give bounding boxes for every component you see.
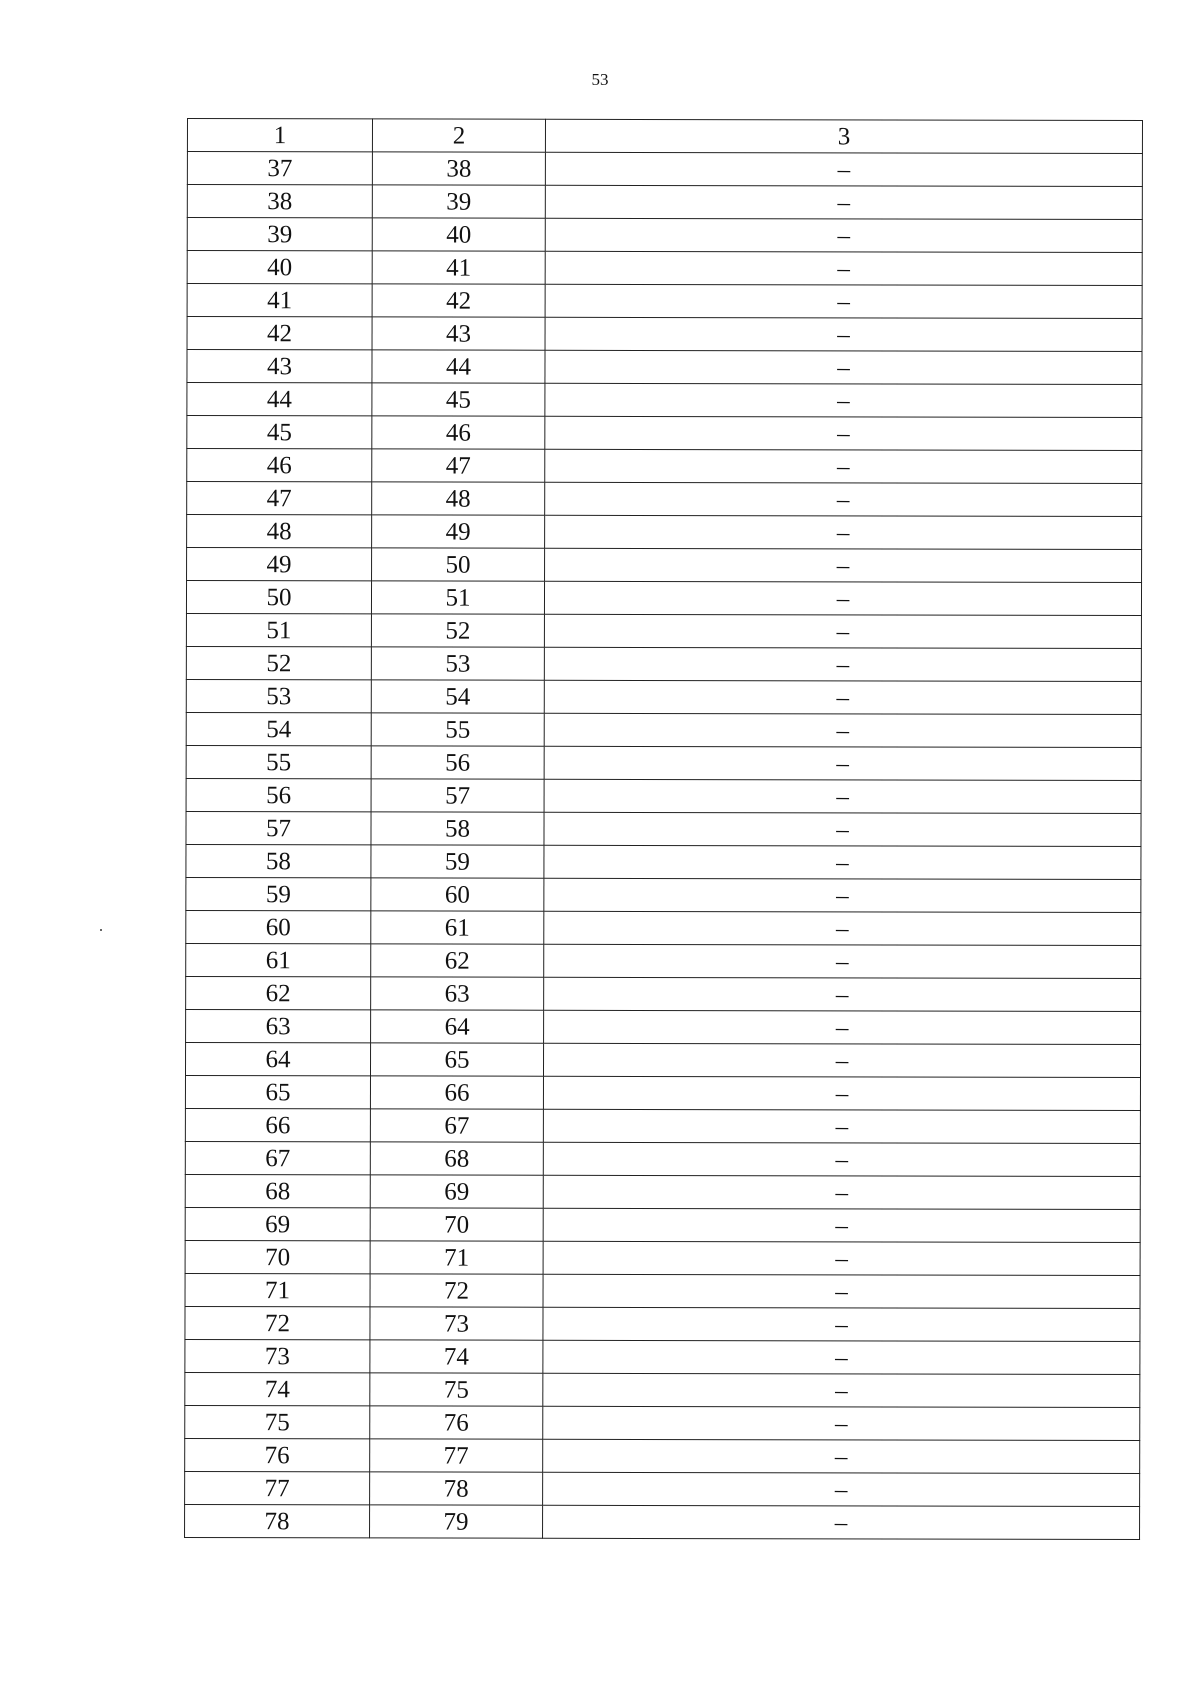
table-cell-col-1: 45: [187, 416, 372, 449]
table-cell-col-2: 65: [370, 1043, 543, 1076]
table-cell-col-1: 50: [186, 581, 371, 614]
table-cell-col-3: –: [545, 284, 1142, 318]
table-cell-col-2: 38: [372, 152, 545, 185]
table-cell-col-1: 67: [185, 1141, 370, 1174]
table-cell-col-3: –: [545, 482, 1142, 516]
table-cell-col-1: 63: [186, 1009, 371, 1042]
table-cell-col-3: –: [544, 812, 1141, 846]
table-cell-col-1: 76: [185, 1438, 370, 1471]
scan-speck: [100, 929, 102, 931]
table-cell-col-3: –: [544, 779, 1141, 813]
column-header-2: 2: [372, 119, 545, 152]
table-cell-col-2: 40: [372, 218, 545, 251]
table-row: [185, 1240, 1140, 1275]
table-cell-col-3: –: [544, 614, 1141, 648]
table-row: [186, 745, 1141, 780]
table-cell-col-3: –: [543, 1175, 1140, 1209]
table-cell-col-3: –: [545, 416, 1142, 450]
table-row: [185, 1141, 1140, 1176]
table-cell-col-2: 39: [372, 185, 545, 218]
table-cell-col-3: –: [545, 515, 1142, 549]
table-cell-col-1: 62: [186, 976, 371, 1009]
table-cell-col-3: –: [545, 350, 1142, 384]
table-cell-col-2: 50: [372, 548, 545, 581]
table-row: [185, 1339, 1140, 1374]
table-cell-col-3: –: [543, 1274, 1140, 1308]
table-row: [187, 218, 1142, 253]
table-body: [185, 152, 1143, 1540]
table-cell-col-2: 74: [370, 1340, 543, 1373]
table-cell-col-3: –: [543, 1142, 1140, 1176]
table-cell-col-2: 66: [370, 1076, 543, 1109]
table-cell-col-1: 58: [186, 844, 371, 877]
table-cell-col-1: 71: [185, 1273, 370, 1306]
table-cell-col-2: 45: [372, 383, 545, 416]
table-cell-col-1: 77: [185, 1471, 370, 1504]
table-cell-col-2: 43: [372, 317, 545, 350]
table-row: [187, 515, 1142, 550]
table-cell-col-2: 62: [371, 944, 544, 977]
table-cell-col-2: 55: [371, 713, 544, 746]
table-cell-col-2: 60: [371, 878, 544, 911]
table-row: [185, 1174, 1140, 1209]
column-header-3: 3: [545, 119, 1142, 153]
header-row: [187, 119, 1142, 154]
table-cell-col-3: –: [545, 317, 1142, 351]
table-cell-col-1: 40: [187, 251, 372, 284]
table-row: [187, 251, 1142, 286]
table-cell-col-1: 73: [185, 1339, 370, 1372]
table-cell-col-1: 41: [187, 284, 372, 317]
table-cell-col-1: 69: [185, 1207, 370, 1240]
table-cell-col-3: –: [545, 185, 1142, 219]
table-cell-col-1: 55: [186, 745, 371, 778]
table-cell-col-2: 78: [370, 1472, 543, 1505]
table-cell-col-3: –: [543, 1505, 1140, 1539]
table-row: [187, 383, 1142, 418]
table-cell-col-3: –: [543, 1472, 1140, 1506]
table-cell-col-1: 59: [186, 877, 371, 910]
table-cell-col-2: 63: [371, 977, 544, 1010]
column-header-1: 1: [187, 119, 372, 152]
table-cell-col-2: 72: [370, 1274, 543, 1307]
table-cell-col-1: 61: [186, 943, 371, 976]
table-row: [186, 844, 1141, 879]
table-cell-col-2: 49: [372, 515, 545, 548]
table-cell-col-2: 59: [371, 845, 544, 878]
table-header: [187, 119, 1142, 154]
table-cell-col-2: 58: [371, 812, 544, 845]
table-cell-col-3: –: [544, 977, 1141, 1011]
table-cell-col-2: 67: [370, 1109, 543, 1142]
table-row: [185, 1372, 1140, 1407]
table-cell-col-1: 78: [185, 1504, 370, 1537]
table-cell-col-3: –: [543, 1406, 1140, 1440]
table-cell-col-3: –: [545, 218, 1142, 252]
table-cell-col-3: –: [543, 1241, 1140, 1275]
table-cell-col-3: –: [543, 1043, 1140, 1077]
table-cell-col-2: 79: [370, 1505, 543, 1538]
table-cell-col-3: –: [545, 251, 1142, 285]
table-cell-col-1: 57: [186, 811, 371, 844]
table-row: [185, 1273, 1140, 1308]
table-cell-col-2: 73: [370, 1307, 543, 1340]
table-cell-col-1: 52: [186, 646, 371, 679]
table-cell-col-3: –: [545, 548, 1142, 582]
table-cell-col-2: 52: [371, 614, 544, 647]
table-cell-col-1: 47: [187, 482, 372, 515]
table-cell-col-1: 75: [185, 1405, 370, 1438]
table-cell-col-1: 60: [186, 910, 371, 943]
table-cell-col-2: 75: [370, 1373, 543, 1406]
table-cell-col-3: –: [543, 1208, 1140, 1242]
table-cell-col-1: 37: [187, 152, 372, 185]
table-cell-col-2: 51: [371, 581, 544, 614]
table-cell-col-1: 65: [185, 1075, 370, 1108]
table-row: [185, 1108, 1140, 1143]
table-cell-col-1: 39: [187, 218, 372, 251]
table-cell-col-2: 48: [372, 482, 545, 515]
table-row: [186, 877, 1141, 912]
table-row: [185, 1471, 1140, 1506]
table-row: [185, 1042, 1140, 1077]
table-cell-col-3: –: [544, 878, 1141, 912]
table-cell-col-3: –: [544, 845, 1141, 879]
table-row: [187, 185, 1142, 220]
table-cell-col-3: –: [543, 1439, 1140, 1473]
table-cell-col-3: –: [544, 944, 1141, 978]
table-row: [186, 646, 1141, 681]
table-cell-col-3: –: [544, 1010, 1141, 1044]
table-cell-col-3: –: [543, 1340, 1140, 1374]
table-cell-col-2: 69: [370, 1175, 543, 1208]
table-cell-col-2: 42: [372, 284, 545, 317]
data-table: [184, 118, 1143, 1540]
table-row: [186, 712, 1141, 747]
table-cell-col-1: 44: [187, 383, 372, 416]
table-cell-col-3: –: [543, 1373, 1140, 1407]
table-cell-col-3: –: [543, 1076, 1140, 1110]
table-cell-col-3: –: [543, 1307, 1140, 1341]
table-cell-col-2: 44: [372, 350, 545, 383]
table-row: [187, 317, 1142, 352]
table-cell-col-2: 68: [370, 1142, 543, 1175]
table-cell-col-2: 54: [371, 680, 544, 713]
table-cell-col-1: 56: [186, 778, 371, 811]
table-cell-col-2: 57: [371, 779, 544, 812]
table-row: [185, 1504, 1140, 1539]
table-cell-col-3: –: [544, 911, 1141, 945]
table-cell-col-2: 71: [370, 1241, 543, 1274]
table-row: [186, 811, 1141, 846]
table-cell-col-1: 70: [185, 1240, 370, 1273]
table-cell-col-1: 51: [186, 613, 371, 646]
table-row: [187, 482, 1142, 517]
table-cell-col-2: 76: [370, 1406, 543, 1439]
table-row: [187, 548, 1142, 583]
table-row: [185, 1306, 1140, 1341]
table-cell-col-3: –: [545, 152, 1142, 186]
table-cell-col-2: 46: [372, 416, 545, 449]
page-number: 53: [591, 70, 609, 89]
table-row: [186, 943, 1141, 978]
table-row: [185, 1405, 1140, 1440]
table-cell-col-1: 38: [187, 185, 372, 218]
table-cell-col-1: 46: [187, 449, 372, 482]
table-cell-col-2: 64: [371, 1010, 544, 1043]
table-cell-col-2: 70: [370, 1208, 543, 1241]
table-row: [185, 1075, 1140, 1110]
table-cell-col-1: 48: [187, 515, 372, 548]
table-row: [186, 679, 1141, 714]
table-row: [186, 581, 1141, 616]
table-cell-col-1: 53: [186, 679, 371, 712]
table-cell-col-3: –: [544, 746, 1141, 780]
table-row: [186, 976, 1141, 1011]
table-cell-col-3: –: [544, 680, 1141, 714]
table-cell-col-3: –: [544, 647, 1141, 681]
table-cell-col-1: 66: [185, 1108, 370, 1141]
table-cell-col-1: 68: [185, 1174, 370, 1207]
table-cell-col-1: 74: [185, 1372, 370, 1405]
table-cell-col-1: 72: [185, 1306, 370, 1339]
table-cell-col-2: 41: [372, 251, 545, 284]
table-cell-col-3: –: [543, 1109, 1140, 1143]
table-cell-col-1: 54: [186, 712, 371, 745]
table-cell-col-2: 77: [370, 1439, 543, 1472]
table-row: [187, 152, 1142, 187]
table-row: [186, 613, 1141, 648]
table-cell-col-3: –: [544, 713, 1141, 747]
table-row: [186, 910, 1141, 945]
table-cell-col-3: –: [545, 449, 1142, 483]
table-row: [185, 1207, 1140, 1242]
table-row: [187, 416, 1142, 451]
table-row: [187, 284, 1142, 319]
table-cell-col-1: 42: [187, 317, 372, 350]
table-cell-col-2: 56: [371, 746, 544, 779]
table-cell-col-3: –: [545, 383, 1142, 417]
table-row: [186, 778, 1141, 813]
table-cell-col-2: 61: [371, 911, 544, 944]
table-row: [185, 1438, 1140, 1473]
table-row: [187, 449, 1142, 484]
table-cell-col-1: 49: [187, 548, 372, 581]
table-cell-col-1: 64: [185, 1042, 370, 1075]
table-row: [186, 1009, 1141, 1044]
table-row: [187, 350, 1142, 385]
table-cell-col-1: 43: [187, 350, 372, 383]
table-cell-col-2: 47: [372, 449, 545, 482]
table-cell-col-3: –: [544, 581, 1141, 615]
table-cell-col-2: 53: [371, 647, 544, 680]
